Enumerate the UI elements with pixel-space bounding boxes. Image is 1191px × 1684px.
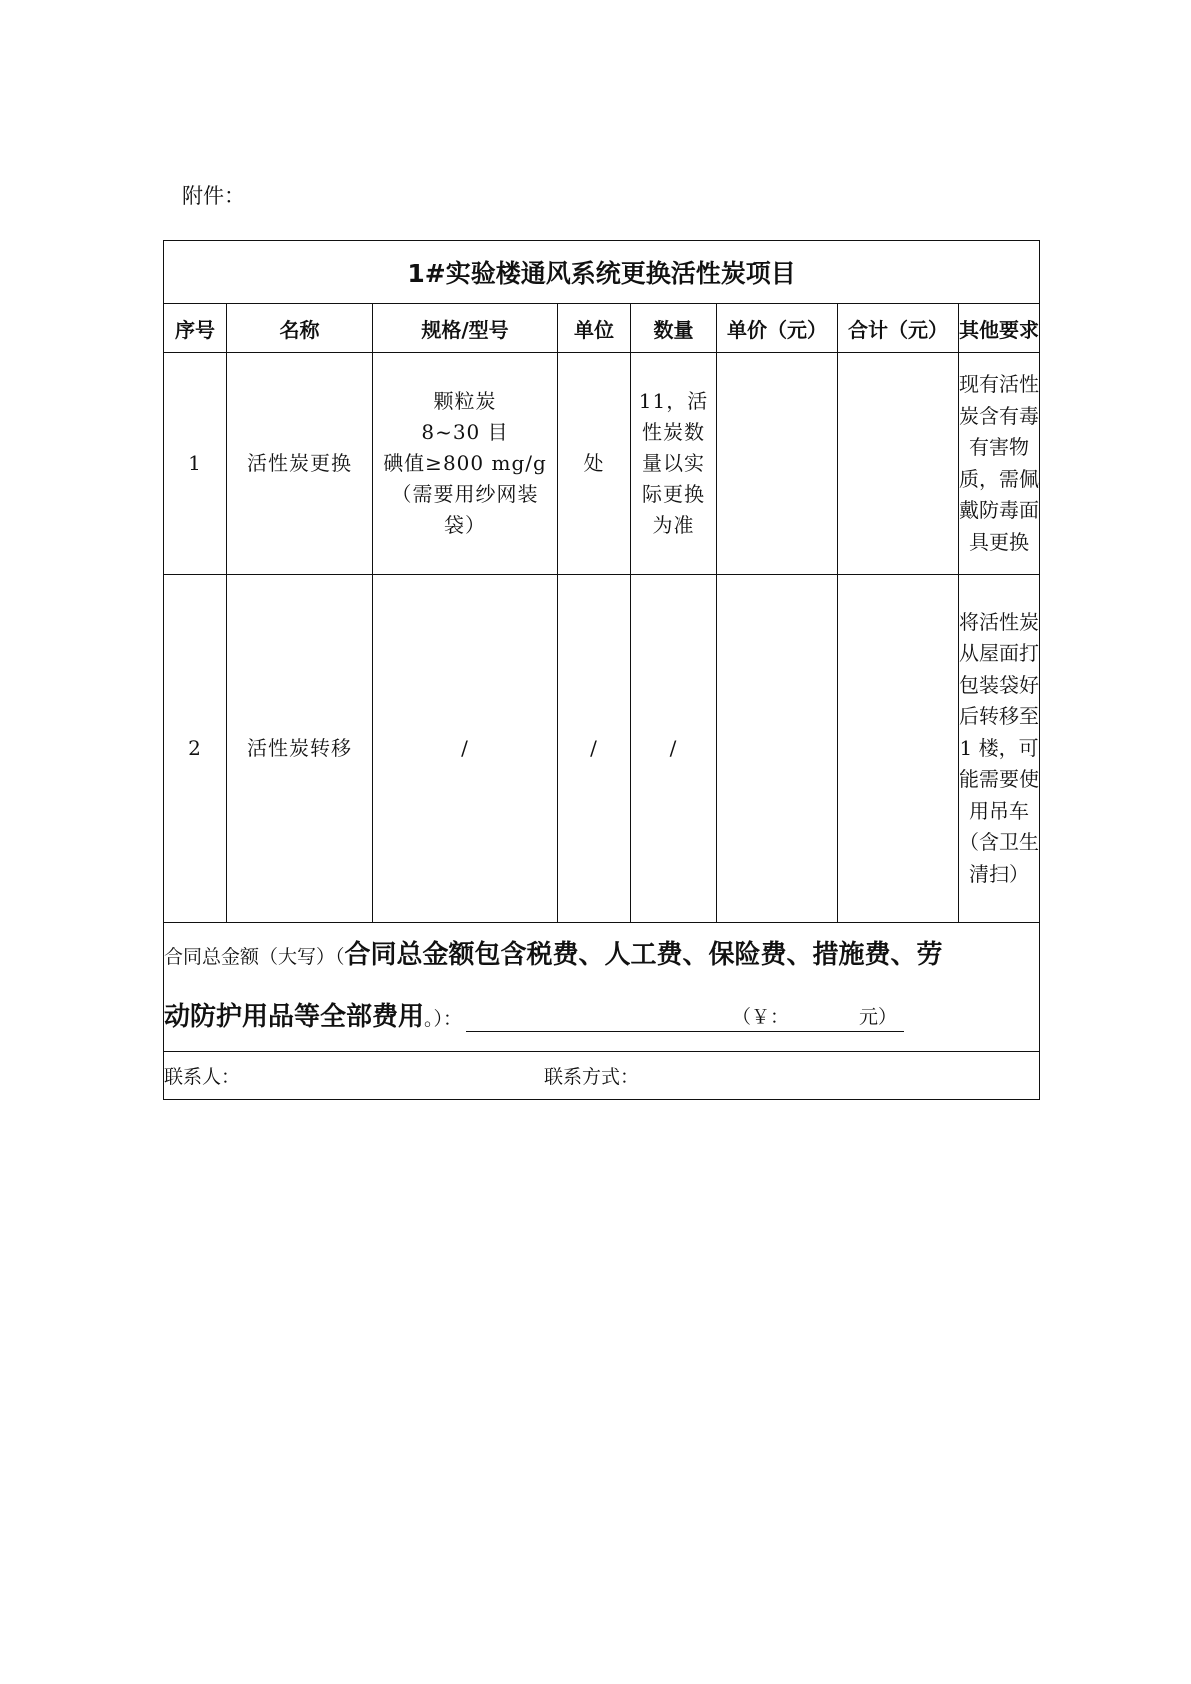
row1-spec [373, 353, 558, 575]
total-amount-line-2 [164, 987, 1039, 1051]
total-amount-close: 。）： [424, 1008, 463, 1030]
contact-method-label: 联系方式： [544, 1066, 640, 1088]
row1-spec-line: （需要用纱网装 [391, 482, 539, 506]
row1-qty-line: 为准 [652, 513, 695, 537]
row2-no: 2 [164, 575, 227, 923]
row1-spec-line: 8~30 目 [421, 420, 509, 444]
row1-qty-line: 际更换 [642, 482, 705, 506]
row1-spec-line: 碘值≥800 mg/g [383, 451, 547, 475]
header-total: 合计（元） [838, 304, 959, 353]
attachment-label: 附件： [182, 184, 245, 208]
row2-qty: / [631, 575, 717, 923]
row1-unit-price[interactable] [717, 353, 838, 575]
total-amount-cell [164, 923, 1040, 1052]
header-requirement: 其他要求 [959, 304, 1040, 353]
row1-spec-line: 颗粒炭 [433, 389, 497, 413]
row1-spec-line: 袋） [444, 513, 486, 537]
row2-requirement: 将活性炭从屋面打包装袋好后转移至 1 楼，可能需要使用吊车（含卫生清扫） [959, 575, 1040, 923]
table-title: 1#实验楼通风系统更换活性炭项目 [164, 241, 1040, 304]
header-unit: 单位 [558, 304, 631, 353]
row2-spec: / [373, 575, 558, 923]
total-amount-blank[interactable] [466, 1003, 904, 1032]
header-row [164, 304, 1040, 353]
contact-person-label: 联系人： [164, 1066, 241, 1088]
row1-no: 1 [164, 353, 227, 575]
row1-unit: 处 [558, 353, 631, 575]
header-spec: 规格/型号 [373, 304, 558, 353]
header-name: 名称 [227, 304, 373, 353]
row2-unit-price[interactable] [717, 575, 838, 923]
total-amount-note-1: 合同总金额包含税费、人工费、保险费、措施费、劳 [344, 940, 943, 970]
total-amount-note-2: 动防护用品等全部费用 [164, 1002, 425, 1032]
total-amount-line-1 [164, 923, 1039, 987]
header-no: 序号 [164, 304, 227, 353]
row1-total[interactable] [838, 353, 959, 575]
row2-unit: / [558, 575, 631, 923]
row2-name: 活性炭转移 [227, 575, 373, 923]
yuan-label: 元） [859, 1006, 898, 1028]
row1-qty-line: 性炭数 [642, 420, 705, 444]
header-qty: 数量 [631, 304, 717, 353]
yen-label: （￥： [732, 1006, 790, 1028]
table-row [164, 575, 1040, 923]
row1-qty-line: 量以实 [642, 451, 705, 475]
table-row [164, 353, 1040, 575]
row1-requirement: 现有活性炭含有毒有害物质，需佩戴防毒面具更换 [959, 353, 1040, 575]
header-unit-price: 单价（元） [717, 304, 838, 353]
total-amount-open-paren: （ [335, 946, 345, 968]
quotation-table [163, 240, 1040, 1100]
total-amount-label: 合同总金额（大写） [164, 946, 336, 968]
row1-name: 活性炭更换 [227, 353, 373, 575]
row1-qty-line: 11，活 [638, 389, 709, 413]
contact-row [164, 1052, 1040, 1100]
row2-total[interactable] [838, 575, 959, 923]
total-amount-row [164, 923, 1040, 1052]
contact-cell [164, 1052, 1040, 1100]
row1-qty [631, 353, 717, 575]
